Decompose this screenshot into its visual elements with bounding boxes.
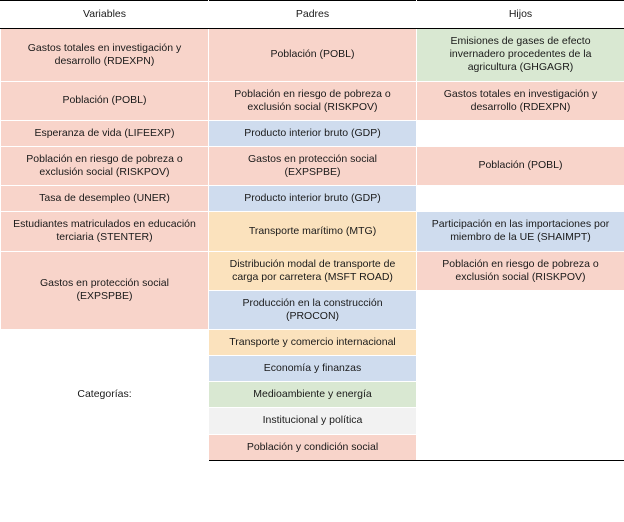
category-item-economia: Economía y finanzas (209, 356, 417, 382)
variable-cell: Gastos totales en investigación y desarrollo (RDEXPN) (1, 29, 209, 81)
padres-cell: Producto interior bruto (GDP) (209, 120, 417, 146)
table-row (1, 212, 624, 251)
hijos-cell-empty (417, 186, 624, 212)
table-body (1, 29, 624, 461)
hijos-cell-empty (417, 120, 624, 146)
table-row (1, 186, 624, 212)
hijos-cell-empty (417, 290, 624, 329)
padres-cell: Producción en la construcción (PROCON) (209, 290, 417, 329)
hijos-cell: Emisiones de gases de efecto invernadero procedentes de la agricultura (GHGAGR) (417, 29, 624, 81)
padres-cell: Transporte marítimo (MTG) (209, 212, 417, 251)
variable-cell: Tasa de desempleo (UNER) (1, 186, 209, 212)
padres-cell: Gastos en protección social (EXPSPBE) (209, 146, 417, 185)
category-item-medioambiente: Medioambiente y energía (209, 382, 417, 408)
padres-cell: Población (POBL) (209, 29, 417, 81)
categories-spacer (417, 382, 624, 408)
padres-cell: Distribución modal de transporte de carga por carretera (MSFT ROAD) (209, 251, 417, 290)
hijos-cell: Población (POBL) (417, 146, 624, 185)
padres-cell: Producto interior bruto (GDP) (209, 186, 417, 212)
category-item-transporte: Transporte y comercio internacional (209, 330, 417, 356)
table-header-row (1, 1, 624, 29)
variable-cell: Población en riesgo de pobreza o exclusión social (RISKPOV) (1, 146, 209, 185)
variable-cell: Población (POBL) (1, 81, 209, 120)
hijos-cell: Gastos totales en investigación y desarrollo (RDEXPN) (417, 81, 624, 120)
variable-cell: Esperanza de vida (LIFEEXP) (1, 120, 209, 146)
categories-label: Categorías: (1, 330, 209, 461)
category-item-poblacion: Población y condición social (209, 434, 417, 460)
table-row (1, 251, 624, 290)
padres-cell: Población en riesgo de pobreza o exclusión social (RISKPOV) (209, 81, 417, 120)
variable-cell: Gastos en protección social (EXPSPBE) (1, 251, 209, 330)
hijos-cell: Población en riesgo de pobreza o exclusión social (RISKPOV) (417, 251, 624, 290)
table-row (1, 81, 624, 120)
table-row (1, 29, 624, 81)
table-row (1, 146, 624, 185)
categories-spacer (417, 356, 624, 382)
category-item-institucional: Institucional y política (209, 408, 417, 434)
categories-spacer (417, 330, 624, 356)
variable-cell: Estudiantes matriculados en educación terciaria (STENTER) (1, 212, 209, 251)
categories-row (1, 330, 624, 356)
categories-spacer (417, 434, 624, 460)
column-header-hijos: Hijos (417, 1, 624, 29)
table-row (1, 120, 624, 146)
hijos-cell: Participación en las importaciones por miembro de la UE (SHAIMPT) (417, 212, 624, 251)
column-header-padres: Padres (209, 1, 417, 29)
categories-spacer (417, 408, 624, 434)
column-header-variables: Variables (1, 1, 209, 29)
